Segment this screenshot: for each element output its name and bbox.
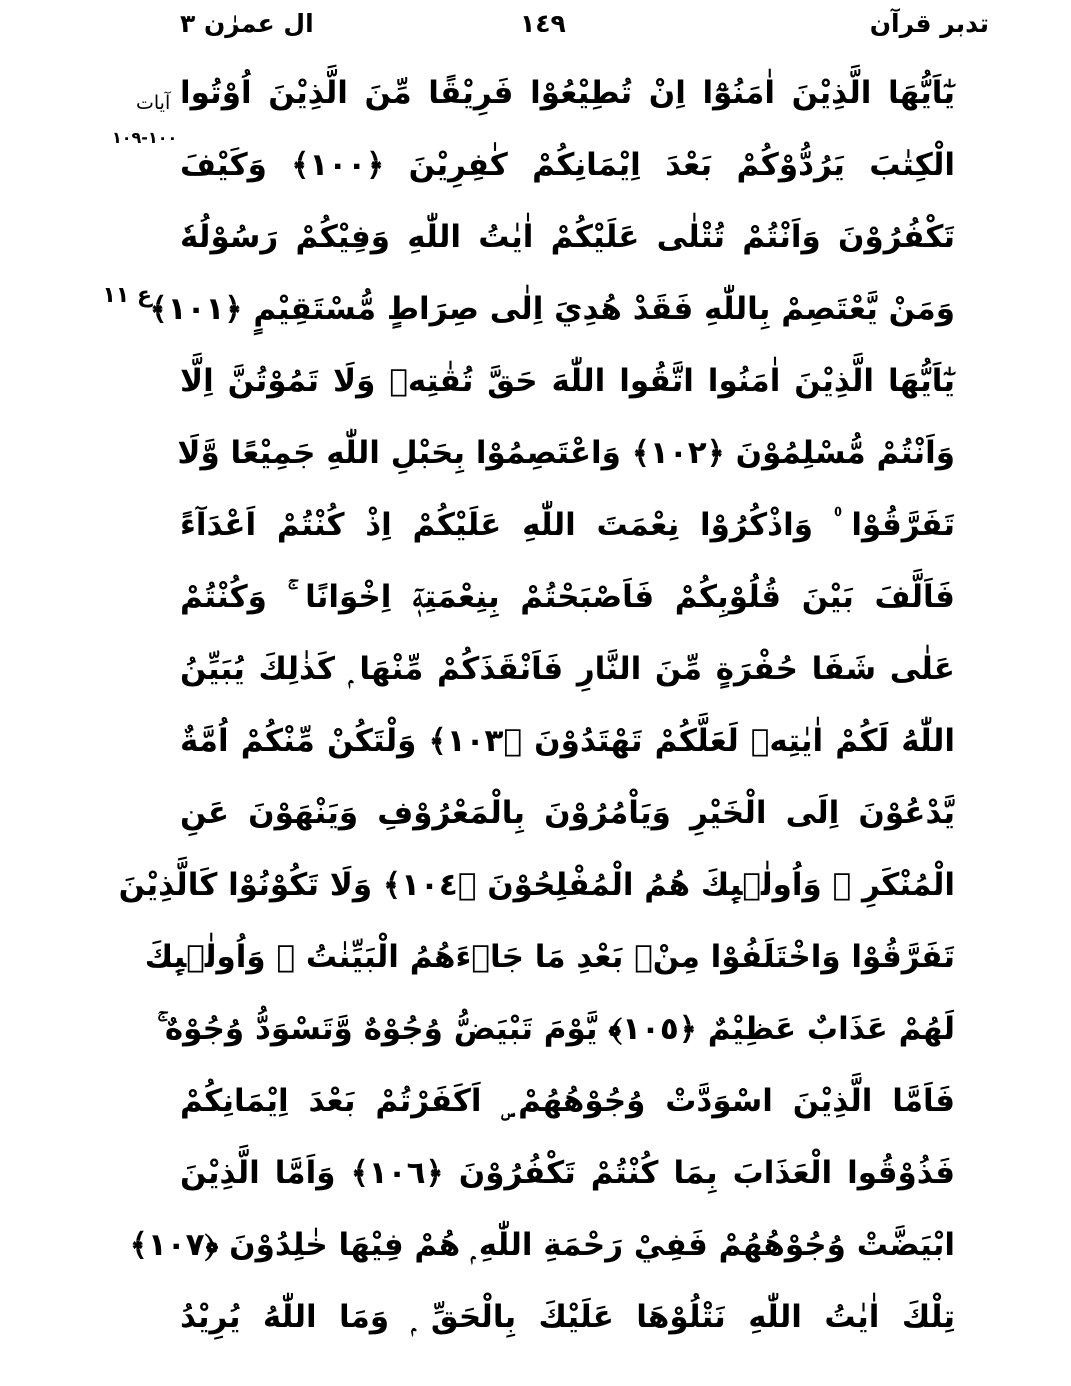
verse-line: عَلٰى شَفَا حُفْرَةٍ مِّنَ النَّارِ فَاَنْقَذَكُمْ مِّنْهَا ۭ كَذٰلِكَ يُبَيِّنُ — [180, 651, 955, 687]
verse-line: فَاَلَّفَ بَيْنَ قُلُوْبِكُمْ فَاَصْبَحْتُمْ بِنِعْمَتِهٖٓ اِخْوَانًا ۚ وَكُنْتُمْ — [180, 579, 955, 615]
ayat-label: آیات — [136, 92, 171, 114]
surah-name: ال عمرٰن ٣ — [180, 9, 314, 38]
page-header — [0, 6, 1071, 46]
verse-line: فَذُوْقُوا الْعَذَابَ بِمَا كُنْتُمْ تَكْفُرُوْنَ ﴿١٠٦﴾ وَاَمَّا الَّذِيْنَ — [180, 1155, 956, 1191]
verse-line: اللّٰهُ لَكُمْ اٰيٰتِهٖ لَعَلَّكُمْ تَهْتَدُوْنَ ﴿١٠٣﴾ وَلْتَكُنْ مِّنْكُمْ اُمَّةٌ — [180, 723, 955, 759]
verse-line: يٰٓاَيُّهَا الَّذِيْنَ اٰمَنُوا اتَّقُوا اللّٰهَ حَقَّ تُقٰتِهٖ وَلَا تَمُوْتُنَّ اِلَّا — [180, 363, 955, 399]
verse-line: وَاَنْتُمْ مُّسْلِمُوْنَ ﴿١٠٢﴾ وَاعْتَصِمُوْا بِحَبْلِ اللّٰهِ جَمِيْعًا وَّلَا — [177, 435, 955, 471]
verse-line: تَفَرَّقُوْا وَاخْتَلَفُوْا مِنْۢ بَعْدِ مَا جَاۗءَھُمُ الْبَيِّنٰتُ ۭ وَاُولٰۗىِٕكَ — [144, 939, 955, 975]
verse-line: تَفَرَّقُوْا ۠ وَاذْكُرُوْا نِعْمَتَ اللّٰهِ عَلَيْكُمْ اِذْ كُنْتُمْ اَعْدَآءً — [180, 507, 955, 543]
ayat-range: ١٠٠-١٠٩ — [112, 128, 178, 147]
page-number: ١٤٩ — [520, 9, 566, 38]
verse-line: تَكْفُرُوْنَ وَاَنْتُمْ تُتْلٰى عَلَيْكُمْ اٰيٰتُ اللّٰهِ وَفِيْكُمْ رَسُوْلُهٗ — [180, 219, 955, 255]
verse-line: الْكِتٰبَ يَرُدُّوْكُمْ بَعْدَ اِيْمَانِكُمْ كٰفِرِيْنَ ﴿١٠٠﴾ وَكَيْفَ — [180, 147, 956, 183]
verse-line: ابْيَضَّتْ وُجُوْھُھُمْ فَفِيْ رَحْمَةِ اللّٰهِ ۭ ھُمْ فِيْھَا خٰلِدُوْنَ ﴿١٠٧﴾ — [129, 1227, 955, 1263]
verse-line: وَمَنْ يَّعْتَصِمْ بِاللّٰهِ فَقَدْ هُدِيَ اِلٰى صِرَاطٍ مُّسْتَقِيْمٍ ﴿١٠١﴾ — [149, 291, 955, 327]
verse-line: يٰٓاَيُّهَا الَّذِيْنَ اٰمَنُوْٓا اِنْ تُطِيْعُوْا فَرِيْقًا مِّنَ الَّذِيْنَ اُوْتُوا — [180, 75, 955, 111]
verse-line: فَاَمَّا الَّذِيْنَ اسْوَدَّتْ وُجُوْھُھُمْ ۣ اَكَفَرْتُمْ بَعْدَ اِيْمَانِكُمْ — [180, 1083, 955, 1119]
verse-line: تِلْكَ اٰيٰتُ اللّٰهِ نَتْلُوْھَا عَلَيْكَ بِالْحَقِّ ۭ وَمَا اللّٰهُ يُرِيْدُ — [180, 1299, 955, 1335]
verse-line: الْمُنْكَرِ ۭ وَاُولٰۗىِٕكَ هُمُ الْمُفْلِحُوْنَ ﴿١٠٤﴾ وَلَا تَكُوْنُوْا كَالَّذِيْنَ — [118, 867, 955, 903]
ruku-mark: ع ١١ — [102, 283, 152, 308]
verse-line: يَّدْعُوْنَ اِلَى الْخَيْرِ وَيَاْمُرُوْنَ بِالْمَعْرُوْفِ وَيَنْهَوْنَ عَنِ — [180, 795, 955, 831]
book-title: تدبر قرآن — [869, 9, 989, 38]
verse-line: لَھُمْ عَذَابٌ عَظِيْمٌ ﴿١٠٥﴾ يَّوْمَ تَبْيَضُّ وُجُوْهٌ وَّتَسْوَدُّ وُجُوْهٌ ۚ — [157, 1011, 955, 1047]
